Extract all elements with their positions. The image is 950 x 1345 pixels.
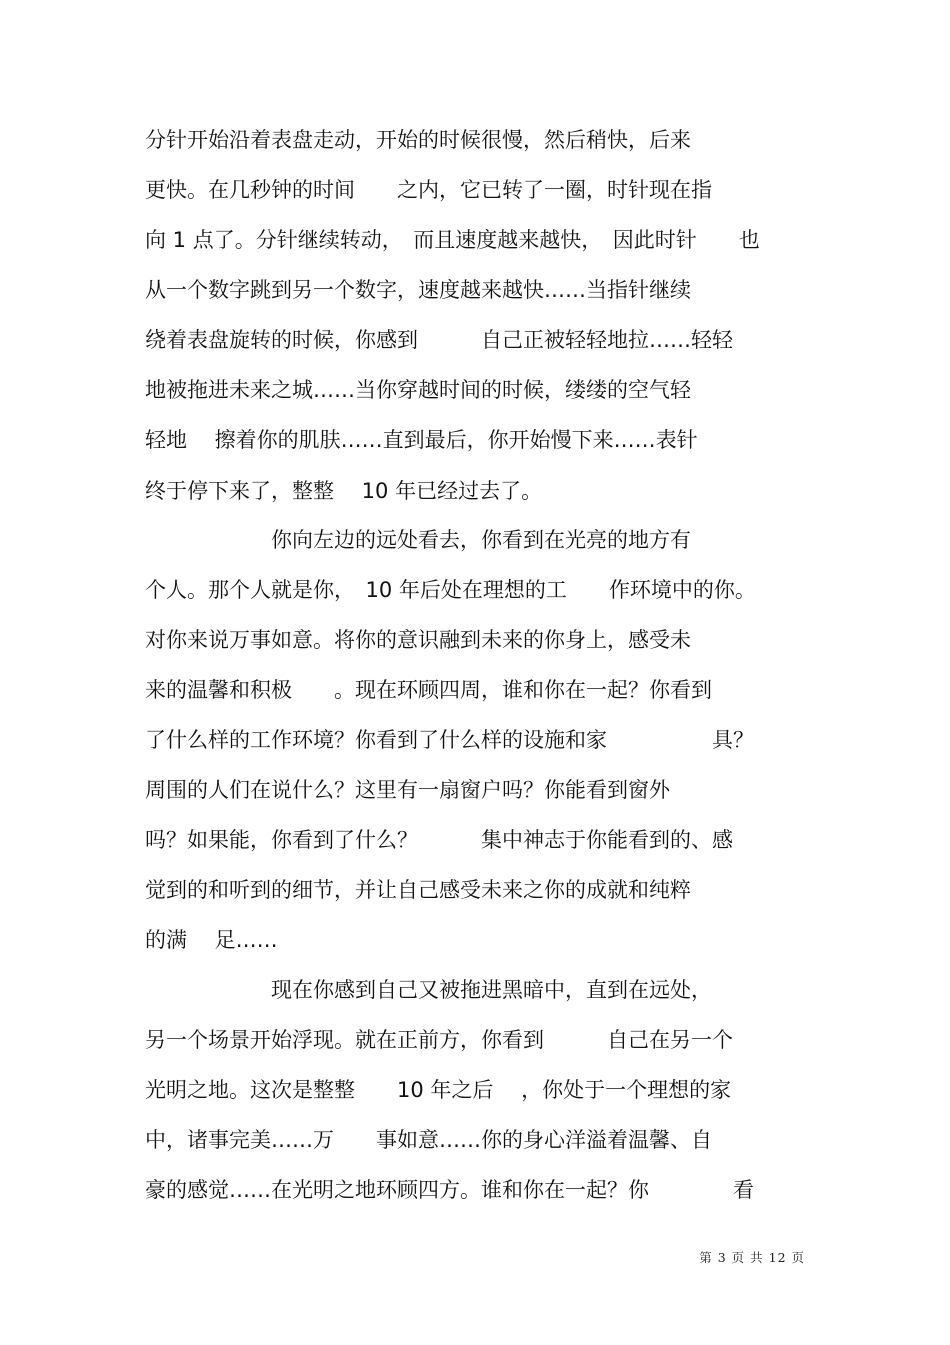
text-line: 分针开始沿着表盘走动，开始的时候很慢，然后稍快，后来: [145, 128, 691, 152]
text-line: 更快。在几秒钟的时间 之内，它已转了一圈，时针现在指: [145, 178, 712, 202]
text-line: 吗？如果能，你看到了什么？ 集中神志于你能看到的、感: [145, 828, 733, 852]
text-line: 周围的人们在说什么？这里有一扇窗户吗？你能看到窗外: [145, 778, 670, 802]
text-line: 中，诸事完美……万 事如意……你的身心洋溢着温馨、自: [145, 1128, 712, 1152]
text-line: 地被拖进未来之城……当你穿越时间的时候，缕缕的空气轻: [145, 378, 691, 402]
text-line: 的满 足……: [145, 928, 278, 952]
text-line: 来的温馨和积极 。现在环顾四周，谁和你在一起？你看到: [145, 678, 712, 702]
text-line: 从一个数字跳到另一个数字，速度越来越快……当指针继续: [145, 278, 691, 302]
text-line: 另一个场景开始浮现。就在正前方，你看到 自己在另一个: [145, 1028, 733, 1052]
text-line: 轻地 擦着你的肌肤……直到最后，你开始慢下来……表针: [145, 428, 698, 452]
paragraph-start-line: 现在你感到自己又被拖进黑暗中，直到在远处，: [145, 978, 712, 1002]
text-line: 豪的感觉……在光明之地环顾四方。谁和你在一起？你 看: [145, 1178, 754, 1202]
text-line: 绕着表盘旋转的时候，你感到 自己正被轻轻地拉……轻轻: [145, 328, 733, 352]
text-line: 觉到的和听到的细节，并让自己感受未来之你的成就和纯粹: [145, 878, 691, 902]
text-line: 了什么样的工作环境？你看到了什么样的设施和家 具？: [145, 728, 754, 752]
text-line: 对你来说万事如意。将你的意识融到未来的你身上，感受未: [145, 628, 691, 652]
text-line: 光明之地。这次是整整 10 年之后 ，你处于一个理想的家: [145, 1078, 732, 1102]
text-line: 终于停下来了，整整 10 年已经过去了。: [145, 479, 543, 503]
text-line: 向 1 点了。分针继续转动， 而且速度越来越快， 因此时针 也: [145, 228, 760, 252]
page-number-footer: 第 3 页 共 12 页: [699, 1250, 805, 1265]
paragraph-start-line: 你向左边的远处看去，你看到在光亮的地方有: [145, 528, 691, 552]
text-line: 个人。那个人就是你， 10 年后处在理想的工 作环境中的你。: [145, 578, 756, 602]
